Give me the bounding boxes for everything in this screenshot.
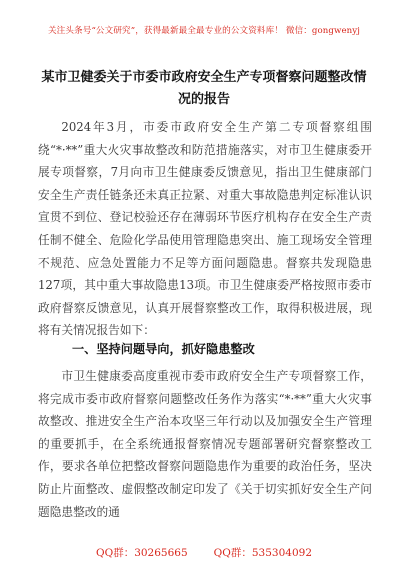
section-heading-1: 一、坚持问题导向，抓好隐患整改	[72, 342, 255, 356]
qq-group-1: QQ群：30265665	[95, 547, 188, 559]
body-paragraph-1: 2024年3月，市委市政府安全生产第二专项督察组围绕“*·**”重大火灾事故整改和防范措施落实，对市卫生健康委开展专项督察，7月向市卫生健康委反馈意见，指出卫生健康部门安全生产责任链条还未真正拉紧、对重大事故隐患判定标准认识宣贯不到位、登记校验还存在薄弱环节医疗机构存在安全生产责任制不健全、危险化学品使用管理隐患突出、施工现场安全管理不规范、应急处置能力不足等方面问题隐患。督察共发现隐患127项，其中重大事故隐患13项。市卫生健康委严格按照市委市政府督察反馈意见，认真开展督察整改工作，取得积极进展，现将有关情况报告如下：	[38, 120, 372, 338]
body-paragraph-2: 市卫生健康委高度重视市委市政府安全生产专项督察工作，将完成市委市政府督察问题整改任务作为落实“*·**”重大火灾事故整改、推进安全生产治本攻坚三年行动以及加强安全生产管理的重要抓手，在全系统通报督察情况专题部署研究督察整改工作，要求各单位把整改督察问题隐患作为重要的政治任务，坚决防止片面整改、虚假整改制定印发了《关于切实抓好安全生产问题隐患整改的通	[38, 369, 372, 519]
promo-banner: 关注头条号“公文研究”，获得最新最全最专业的公文资料库！ 微信：gongwenyj	[47, 26, 361, 36]
document-title: 某市卫健委关于市委市政府安全生产专项督察问题整改情况的报告	[41, 70, 367, 107]
footer-contact	[0, 545, 408, 560]
qq-group-2: QQ群：535304092	[213, 547, 312, 559]
